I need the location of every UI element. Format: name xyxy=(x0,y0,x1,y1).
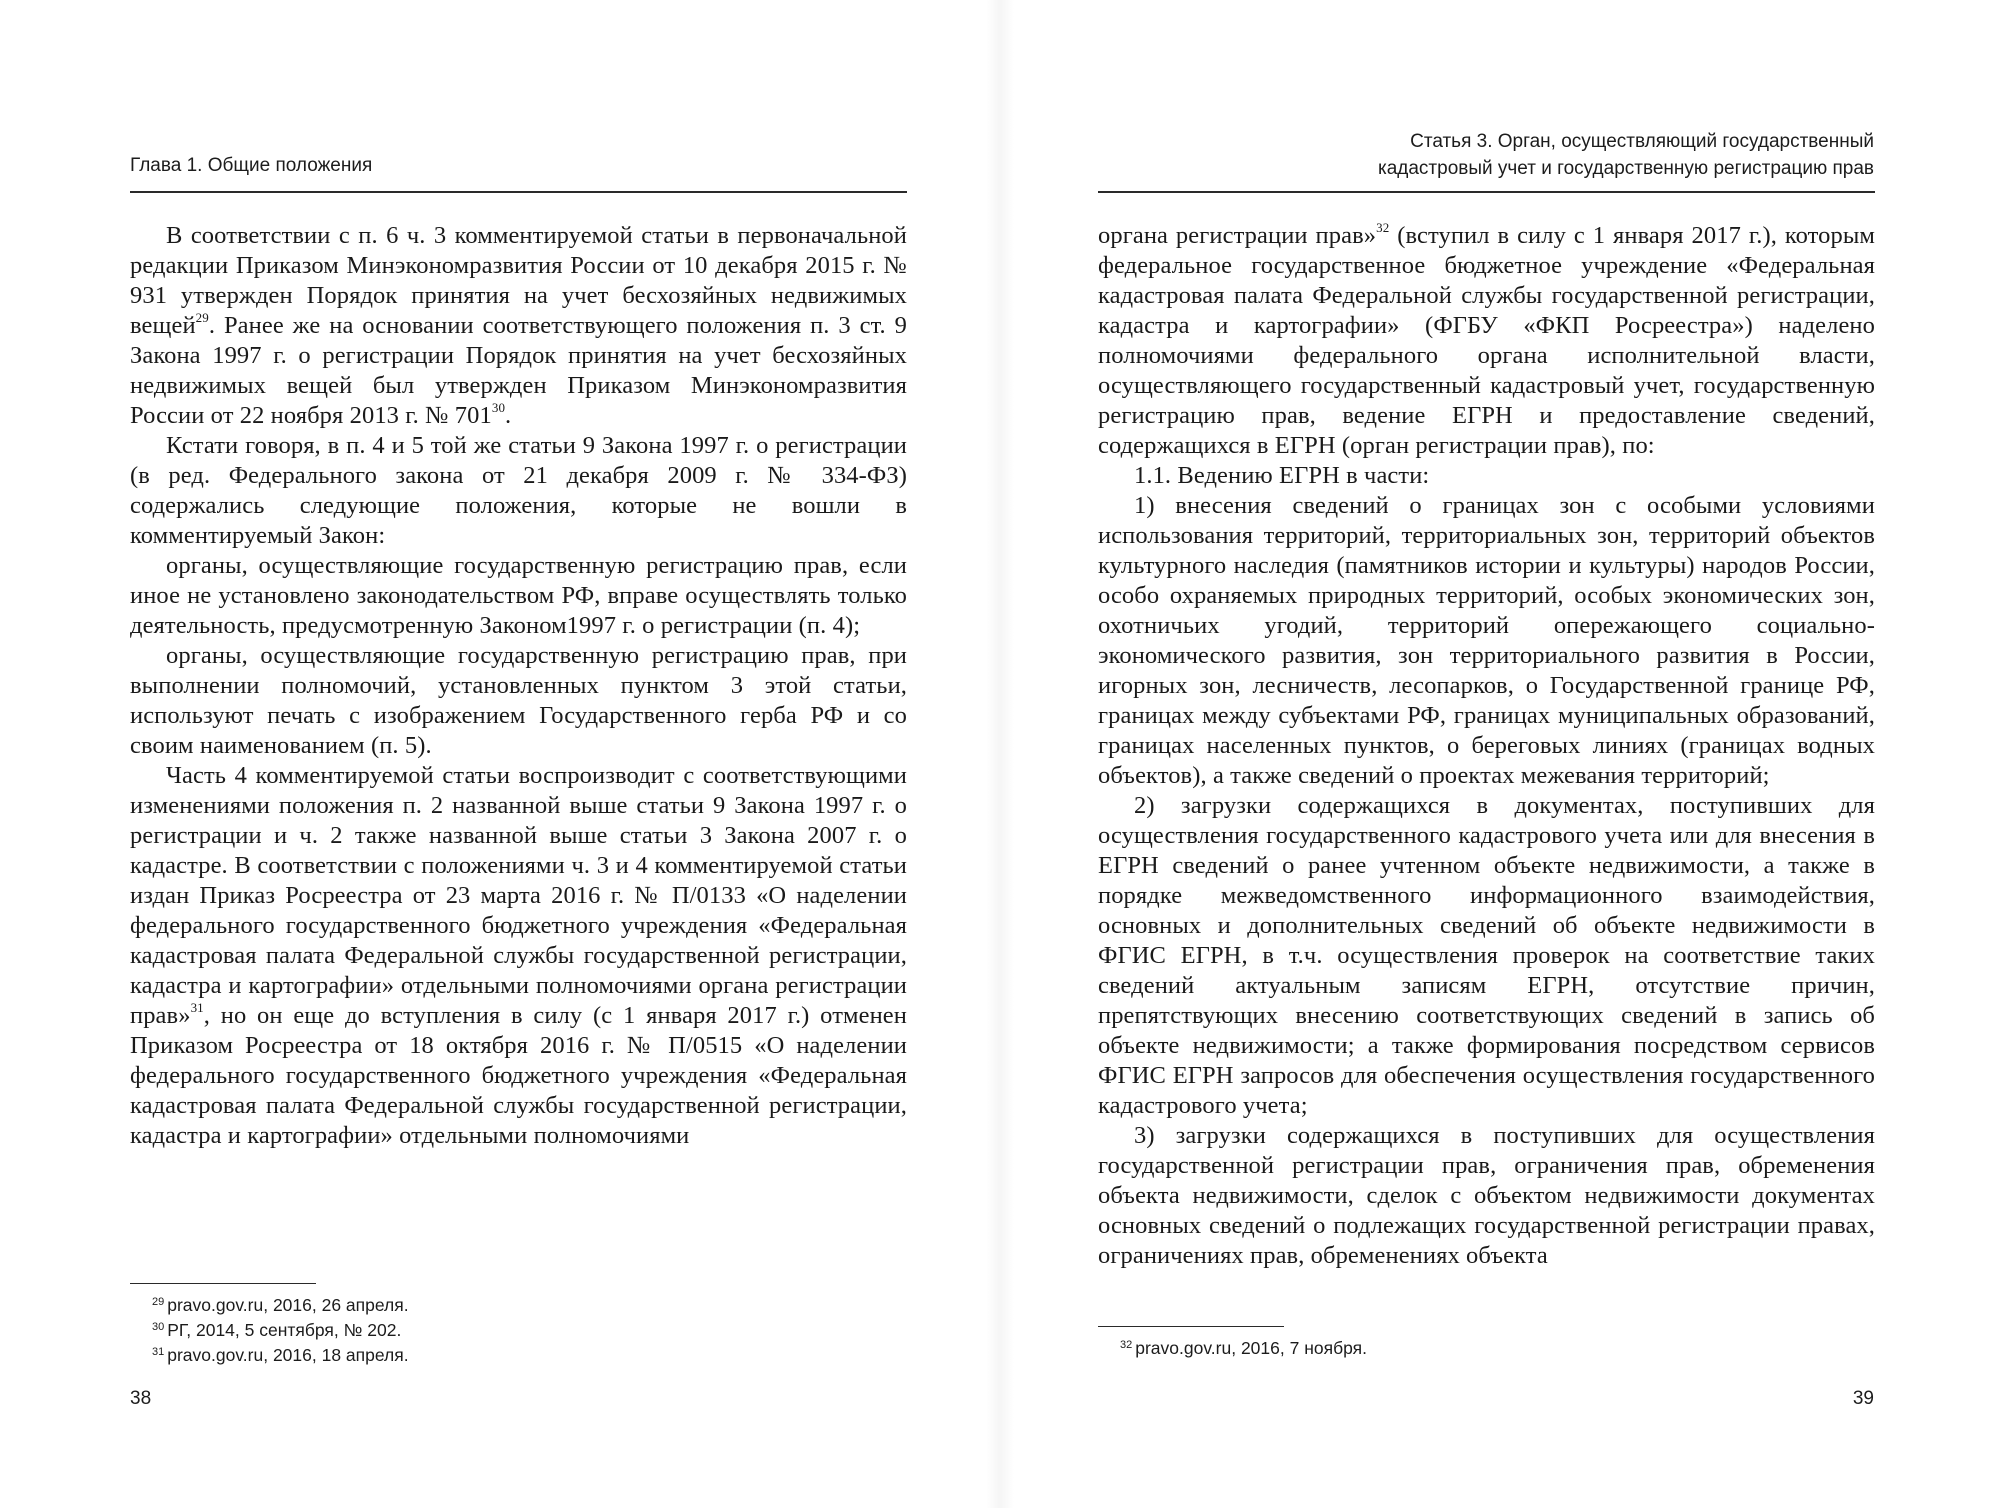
footnote-ref-30[interactable]: 30 xyxy=(491,399,506,415)
left-header-rule xyxy=(130,191,907,193)
left-body-text xyxy=(130,221,907,1151)
left-paragraph-2: Кстати говоря, в п. 4 и 5 той же статьи 9 Закона 1997 г. о регистрации (в ред. Федерального закона от 21 декабря 2009 г. № 334-ФЗ) содержались следующие положения, которые не вошли в комментируемый Закон: xyxy=(130,432,907,549)
left-paragraph-4: органы, осуществляющие государственную регистрацию прав, при выполнении полномочий, установленных пунктом 3 этой статьи, используют печать с изображением Государственного герба РФ и со своим наименованием (п. 5). xyxy=(130,642,907,759)
right-paragraph-4: 2) загрузки содержащихся в документах, поступивших для осуществления государственного кадастрового учета или для внесения в ЕГРН сведений о ранее учтенном объекте недвижимости, а также в порядке межведомственного информационного взаимодействия, основных и дополнительных сведений об объекте недвижимости в ФГИС ЕГРН, в т.ч. осуществления проверок на соответствие таких сведений актуальным записям ЕГРН, отсутствие причин, препятствующих внесению соответствующих сведений в запись об объекте недвижимости; а также формирования посредством сервисов ФГИС ЕГРН запросов для обеспечения осуществления государственного кадастрового учета; xyxy=(1098,792,1875,1119)
right-header-line-2: кадастровый учет и государственную регистрацию прав xyxy=(1377,158,1874,179)
footnote-31: $^{31}$ pravo.gov.ru, 2016, 18 апреля. xyxy=(152,1345,409,1365)
right-running-header xyxy=(1234,128,1874,182)
left-paragraph-3: органы, осуществляющие государственную регистрацию прав, если иное не установлено законодательством РФ, вправе осуществлять только деятельность, предусмотренную Законом1997 г. о регистрации (п. 4); xyxy=(130,552,907,639)
right-body-text xyxy=(1098,221,1875,1271)
right-paragraph-5: 3) загрузки содержащихся в поступивших для осуществления государственной регистрации прав, ограничения прав, обременения объекта недвижимости, сделок с объектом недвижимости документах основных сведений о подлежащих государственной регистрации правах, ограничениях прав, обременениях объекта xyxy=(1098,1122,1875,1269)
right-paragraph-1: органа регистрации прав»$^{32}$ (вступил в силу с 1 января 2017 г.), которым федеральное государственное бюджетное учреждение «Федеральная кадастровая палата Федеральной службы государственной регистрации, кадастра и картографии» (ФГБУ «ФКП Росреестра») наделено полномочиями федерального органа исполнительной власти, осуществляющего государственный кадастровый учет, государственную регистрацию прав, ведение ЕГРН и предоставление сведений, содержащихся в ЕГРН (орган регистрации прав), по: xyxy=(1098,219,1875,459)
footnote-ref-32[interactable]: 32 xyxy=(1376,219,1390,235)
left-paragraph-5: Часть 4 комментируемой статьи воспроизводит с соответствующими изменениями положения п. 2 названной выше статьи 9 Закона 1997 г. о регистрации и ч. 2 также названной выше статьи 3 Закона 2007 г. о кадастре. В соответствии с положениями ч. 3 и 4 комментируемой статьи издан Приказ Росреестра от 23 марта 2016 г. № П/0133 «О наделении федерального государственного бюджетного учреждения «Федеральная кадастровая палата Федеральной службы государственной регистрации, кадастра и картографии» отдельными полномочиями органа регистрации прав»$^{31}$, но он еще до вступления в силу (с 1 января 2017 г.) отменен Приказом Росреестра от 18 октября 2016 г. № П/0515 «О наделении федерального государственного бюджетного учреждения «Федеральная кадастровая палата Федеральной службы государственной регистрации, кадастра и картографии» отдельными полномочиями xyxy=(130,762,907,1149)
left-page-number: 38 xyxy=(130,1388,152,1409)
left-footnote-rule xyxy=(130,1283,316,1284)
right-paragraph-3: 1) внесения сведений о границах зон с особыми условиями использования территорий, территориальных зон, территорий объектов культурного наследия (памятников истории и культуры) народов России, особо охраняемых природных территорий, особых экономических зон, охотничьих угодий, территорий опережающего социально-экономического развития, зон территориального развития в России, игорных зон, лесничеств, лесопарков, о Государственной границе РФ, границах между субъектами РФ, границах муниципальных образований, границах населенных пунктов, о береговых линиях (границах водных объектов), а также сведений о проектах межевания территорий; xyxy=(1098,492,1875,789)
footnote-ref-29[interactable]: 29 xyxy=(195,309,209,325)
left-paragraph-1: В соответствии с п. 6 ч. 3 комментируемой статьи в первоначальной редакции Приказом Минэкономразвития России от 10 декабря 2015 г. № 931 утвержден Порядок принятия на учет бесхозяйных недвижимых вещей$^{29}$. Ранее же на основании соответствующего положения п. 3 ст. 9 Закона 1997 г. о регистрации Порядок принятия на учет бесхозяйных недвижимых вещей был утвержден Приказом Минэкономразвития России от 22 ноября 2013 г. № $701^{30}$. xyxy=(130,222,907,429)
footnote-ref-31[interactable]: 31 xyxy=(190,999,204,1015)
right-header-rule xyxy=(1098,191,1875,193)
footnote-29: $^{29}$ pravo.gov.ru, 2016, 26 апреля. xyxy=(152,1295,409,1315)
right-header-line-1: Статья 3. Орган, осуществляющий государственный xyxy=(1410,131,1874,152)
left-running-header: Глава 1. Общие положения xyxy=(130,155,373,176)
right-footnotes xyxy=(1120,1337,1367,1362)
left-footnotes xyxy=(152,1294,409,1369)
right-footnote-rule xyxy=(1098,1326,1284,1327)
right-page xyxy=(1000,0,2000,1508)
right-paragraph-2: 1.1. Ведению ЕГРН в части: xyxy=(1134,462,1430,489)
right-page-number: 39 xyxy=(1852,1388,1874,1409)
footnote-30: $^{30}$ РГ, 2014, 5 сентября, № 202. xyxy=(152,1320,402,1340)
footnote-32: $^{32}$ pravo.gov.ru, 2016, 7 ноября. xyxy=(1120,1338,1367,1358)
